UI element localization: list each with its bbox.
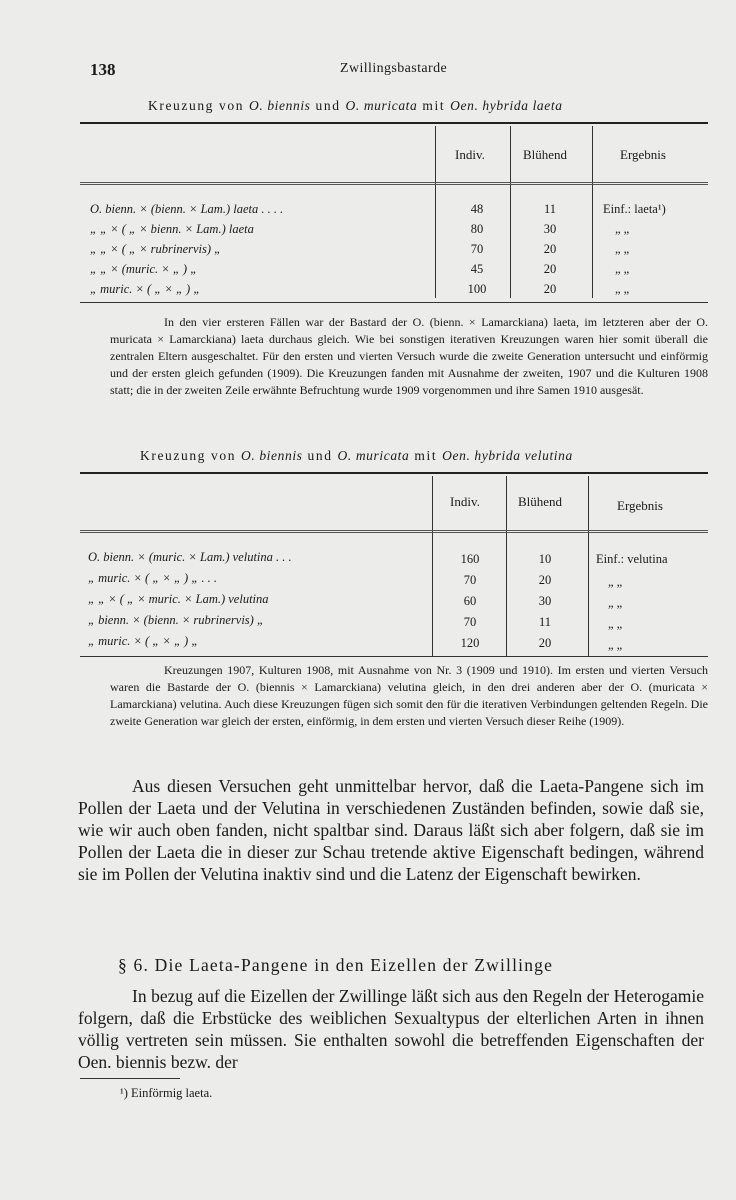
table2-row-ergebnis: „ „ — [608, 638, 623, 652]
table2-row-label: O. bienn. × (muric. × Lam.) velutina . . . — [88, 550, 292, 564]
table2-title-species: O. biennis — [241, 448, 303, 463]
table2-title-text: mit — [409, 448, 443, 463]
table1-title-text: und — [310, 98, 346, 113]
table1-bottom-rule — [80, 302, 708, 303]
table1-row-label: „ „ × ( „ × bienn. × Lam.) laeta — [90, 222, 254, 236]
table2-title-species: Oen. hybrida velutina — [442, 448, 573, 463]
table2-row-bluehend: 30 — [538, 594, 552, 608]
table1-row-bluehend: 20 — [543, 282, 557, 296]
table1-row-ergebnis: „ „ — [615, 262, 630, 276]
table2-vline — [506, 476, 507, 656]
table1-row-indiv: 80 — [470, 222, 484, 236]
table2-notes-paragraph: Kreuzungen 1907, Kulturen 1908, mit Ausnahme von Nr. 3 (1909 und 1910). Im ersten und vierten Versuch waren die Bastarde der O. (biennis × Lamarckiana) velutina gleich, in den drei anderen aber der O. (muricata × Lamarckiana) velutina. Auch diese Kreuzungen fügen sich somit den für die iterativen Verbindungen geltenden Regeln. Die zweite Generation war gleich der ersten, einförmig, in dem ersten und vierten Versuch dieser Reihe (1909). — [110, 663, 708, 728]
table2-row-bluehend: 11 — [538, 615, 552, 629]
table1-row-label: „ muric. × ( „ × „ ) „ — [90, 282, 201, 296]
table1-vline — [510, 126, 511, 298]
table1-row-bluehend: 20 — [543, 262, 557, 276]
page-number: 138 — [90, 60, 116, 79]
table2-bottom-rule — [80, 656, 708, 657]
table1-title-species: O. biennis — [249, 98, 311, 113]
table1-row-indiv: 100 — [467, 282, 487, 296]
table2-title — [140, 448, 573, 464]
table2-col-indiv: Indiv. — [450, 494, 480, 509]
section-heading: § 6. Die Laeta-Pangene in den Eizellen der Zwillinge — [118, 955, 554, 975]
footnote: ¹) Einförmig laeta. — [120, 1086, 213, 1100]
table1-row-label: „ „ × ( „ × rubrinervis) „ — [90, 242, 222, 256]
table1-title — [148, 98, 563, 114]
table2-title-text: und — [302, 448, 338, 463]
body-paragraph: Aus diesen Versuchen geht unmittelbar hervor, daß die Laeta-Pangene sich im Pollen der Laeta und der Velutina in verschiedenen Zuständen befinden, sowie daß sie, wie wir auch oben fanden, nicht spaltbar sind. Daraus läßt sich aber folgern, daß sie im Pollen der Laeta die in dieser zur Schau tretende aktive Eigenschaft bedingen, während sie im Pollen der Velutina inaktiv sind und die Latenz der Eigenschaft bewirken. — [78, 776, 704, 884]
table1-top-rule — [80, 122, 708, 124]
table1-col-bluehend: Blühend — [523, 147, 568, 162]
table2-row-label: „ muric. × ( „ × „ ) „ . . . — [88, 571, 218, 585]
table1-row-indiv: 48 — [470, 202, 484, 216]
footnote-rule — [80, 1078, 180, 1079]
table1-row-ergebnis: Einf.: laeta¹) — [603, 202, 666, 216]
table1-title-species: Oen. hybrida laeta — [450, 98, 563, 113]
table1-title-species: O. muricata — [345, 98, 418, 113]
table1-vline — [592, 126, 593, 298]
table1-row-ergebnis: „ „ — [615, 282, 630, 296]
table2-row-ergebnis: „ „ — [608, 617, 623, 631]
table1-col-indiv: Indiv. — [455, 147, 485, 162]
table2-title-species: O. muricata — [337, 448, 410, 463]
table1-row-bluehend: 20 — [543, 242, 557, 256]
table1-row-bluehend: 11 — [543, 202, 557, 216]
body-paragraph: In bezug auf die Eizellen der Zwillinge läßt sich aus den Regeln der Heterogamie folgern, daß die Erbstücke des weiblichen Sexualtypus der elterlichen Arten in ihnen völlig vertreten sein müssen. Sie enthalten sowohl die betreffenden Eigenschaften der Oen. biennis bezw. der — [78, 986, 704, 1072]
table1-row-indiv: 70 — [470, 242, 484, 256]
table1-row-label: O. bienn. × (bienn. × Lam.) laeta . . . . — [90, 202, 284, 216]
table2-top-rule — [80, 472, 708, 474]
table2-row-ergebnis: „ „ — [608, 575, 623, 589]
table2-title-text: Kreuzung von — [140, 448, 242, 463]
table1-title-text: mit — [417, 98, 451, 113]
table2-row-indiv: 60 — [463, 594, 477, 608]
table1-title-text: Kreuzung von — [148, 98, 250, 113]
table2-row-indiv: 70 — [463, 615, 477, 629]
table2-row-bluehend: 10 — [538, 552, 552, 566]
table1-notes-paragraph: In den vier ersteren Fällen war der Bastard der O. (bienn. × Lamarckiana) laeta, im letzteren aber der O. muricata × Lamarckiana) laeta durchaus gleich. Wie bei sonstigen iterativen Kreuzungen waren hier somit überall die zentralen Eltern ausgeschaltet. Für den ersten und vierten Versuch wurde die zweite Generation untersucht und einförmig und der ersten gleich gefunden (1909). Die Kreuzungen fanden mit Ausnahme der zweiten, 1907 und die Kulturen 1908 statt; die in der zweiten Zeile erwähnte Befruchtung wurde 1909 vorgenommen und ihre Samen 1910 ausgesät. — [110, 315, 708, 397]
table2-row-label: „ bienn. × (bienn. × rubrinervis) „ — [88, 613, 264, 627]
table2-vline — [588, 476, 589, 656]
table1-row-ergebnis: „ „ — [615, 242, 630, 256]
table1-row-bluehend: 30 — [543, 222, 557, 236]
table1-vline — [435, 126, 436, 298]
table2-row-ergebnis: Einf.: velutina — [596, 552, 668, 566]
table2-col-bluehend: Blühend — [518, 494, 563, 509]
table2-row-indiv: 70 — [463, 573, 477, 587]
table2-row-label: „ „ × ( „ × muric. × Lam.) velutina — [88, 592, 269, 606]
running-title: Zwillingsbastarde — [340, 61, 448, 76]
table2-col-ergebnis: Ergebnis — [617, 498, 663, 513]
table2-row-ergebnis: „ „ — [608, 596, 623, 610]
table1-header-rule — [80, 182, 708, 185]
table2-row-indiv: 160 — [460, 552, 480, 566]
table1-row-label: „ „ × (muric. × „ ) „ — [90, 262, 198, 276]
table2-row-bluehend: 20 — [538, 636, 552, 650]
page-header — [90, 60, 704, 82]
table2-header-rule — [80, 530, 708, 533]
table1-col-ergebnis: Ergebnis — [620, 147, 666, 162]
table2-row-bluehend: 20 — [538, 573, 552, 587]
table1-row-indiv: 45 — [470, 262, 484, 276]
table1-row-ergebnis: „ „ — [615, 222, 630, 236]
table2-row-label: „ muric. × ( „ × „ ) „ — [88, 634, 199, 648]
table2-row-indiv: 120 — [460, 636, 480, 650]
table2-vline — [432, 476, 433, 656]
